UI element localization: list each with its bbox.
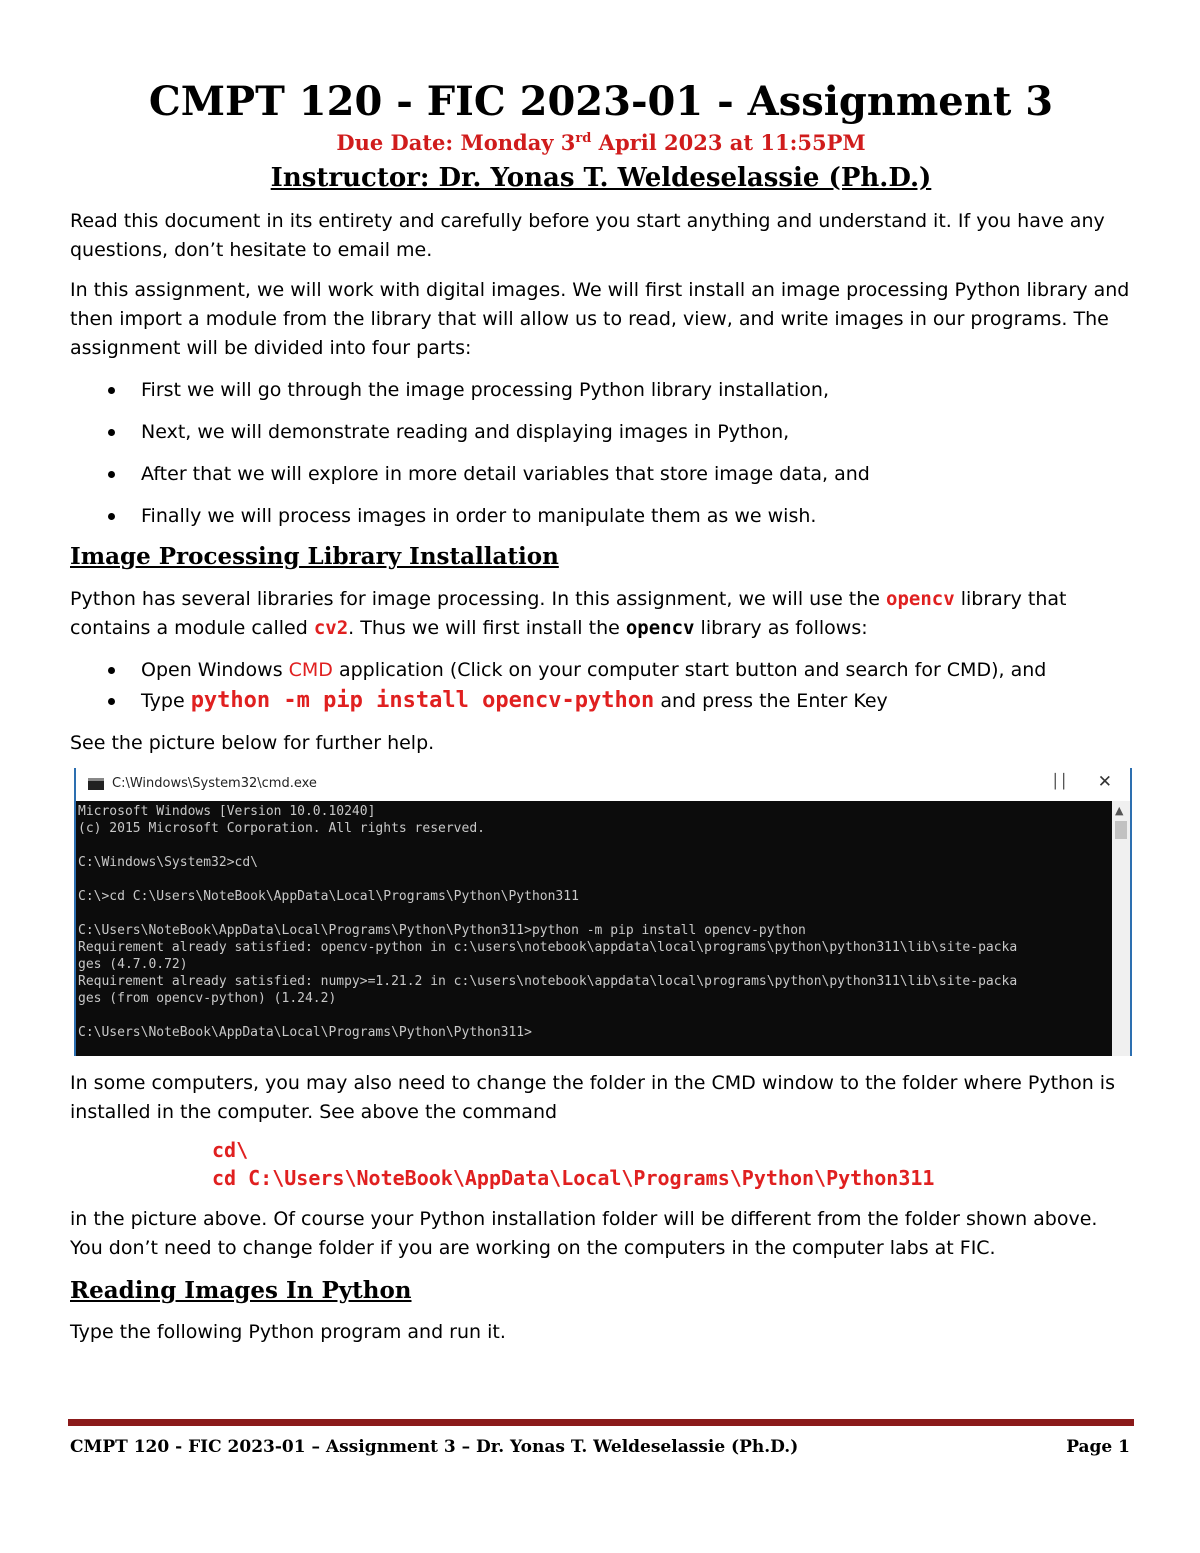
console-line: (c) 2015 Microsoft Corporation. All rights reserved. <box>78 821 485 836</box>
page-number: Page 1 <box>1066 1437 1130 1457</box>
opencv-keyword-black: opencv <box>625 617 695 639</box>
intro-p1-line2: questions, don’t hesitate to email me. <box>70 239 433 261</box>
console-line: ges (from opencv-python) (1.24.2) <box>78 991 337 1006</box>
console-line: ges (4.7.0.72) <box>78 957 188 972</box>
console-line: C:\Users\NoteBook\AppData\Local\Programs\Python\Python311> <box>78 1025 532 1040</box>
intro-p2-line3: assignment will be divided into four parts: <box>70 337 472 359</box>
bullet-icon <box>108 698 115 705</box>
change-folder-paragraph <box>70 1069 1132 1127</box>
due-date-ordinal: rd <box>575 131 592 146</box>
change-folder-line2: installed in the computer. See above the command <box>70 1101 558 1123</box>
footer-text: CMPT 120 - FIC 2023-01 – Assignment 3 – Dr. Yonas T. Weldeselassie (Ph.D.) <box>70 1437 799 1457</box>
instructor-line: Instructor: Dr. Yonas T. Weldeselassie (Ph.D.) <box>270 163 932 193</box>
intro-paragraph-2 <box>70 276 1132 363</box>
cmd-scrollbar <box>1112 801 1130 1056</box>
due-date-prefix: Due Date: Monday 3 <box>336 130 576 155</box>
bullet-icon <box>108 667 115 674</box>
installation-line2: contains a module called cv2. Thus we will first install the opencv library as follows: <box>70 617 868 639</box>
folder-note-line1: in the picture above. Of course your Python installation folder will be different from the folder shown above. <box>70 1208 1098 1230</box>
cmd-console <box>76 801 1114 1056</box>
console-line: C:\Windows\System32>cd\ <box>78 855 259 870</box>
bullet-icon <box>108 387 115 394</box>
change-folder-line1: In some computers, you may also need to change the folder in the CMD window to the folder where Python is <box>70 1072 1115 1094</box>
scroll-up-icon: ▲ <box>1115 804 1124 817</box>
footer-divider <box>68 1419 1134 1426</box>
cmd-window-title: C:\Windows\System32\cmd.exe <box>112 776 317 791</box>
cmd-window-screenshot <box>74 768 1132 1056</box>
document-title: CMPT 120 - FIC 2023-01 - Assignment 3 <box>148 78 1054 125</box>
pip-install-command: python -m pip install opencv-python <box>190 688 655 713</box>
cv2-keyword: cv2 <box>313 617 349 639</box>
cmd-keyword: CMD <box>288 659 333 681</box>
console-line: Microsoft Windows [Version 10.0.10240] <box>78 804 376 819</box>
console-line: Requirement already satisfied: numpy>=1.21.2 in c:\users\notebook\appdata\local\programs\python\python311\lib\site-packa <box>78 974 1018 989</box>
due-date-suffix: April 2023 at 11:55PM <box>591 130 866 155</box>
bullet-icon <box>108 513 115 520</box>
installation-line1: Python has several libraries for image processing. In this assignment, we will use the opencv library that <box>70 588 1067 610</box>
close-icon: ✕ <box>1097 772 1112 792</box>
section-heading-reading-images: Reading Images In Python <box>70 1277 412 1304</box>
console-line: C:\>cd C:\Users\NoteBook\AppData\Local\Programs\Python\Python311 <box>78 889 579 904</box>
console-line: C:\Users\NoteBook\AppData\Local\Programs\Python\Python311>python -m pip install opencv-python <box>78 923 806 938</box>
installation-paragraph <box>70 585 1132 643</box>
intro-paragraph-1 <box>70 207 1132 265</box>
opencv-keyword: opencv <box>886 588 955 610</box>
see-picture-text: See the picture below for further help. <box>70 732 435 754</box>
intro-p1-line1: Read this document in its entirety and carefully before you start anything and understand it. If you have any <box>70 210 1105 232</box>
section-heading-installation: Image Processing Library Installation <box>70 543 559 570</box>
terminal-icon <box>88 778 104 790</box>
folder-note-line2: You don’t need to change folder if you are working on the computers in the computer labs at FIC. <box>70 1237 996 1259</box>
due-date <box>70 130 1132 155</box>
folder-note-paragraph <box>70 1205 1132 1263</box>
reading-images-paragraph: Type the following Python program and run it. <box>70 1321 506 1343</box>
cmd-titlebar <box>76 768 1130 801</box>
minimize-icon: ││ <box>1051 774 1068 790</box>
code-cd-python-folder: cd C:\Users\NoteBook\AppData\Local\Programs\Python\Python311 <box>212 1166 935 1190</box>
code-cd-root: cd\ <box>212 1138 249 1162</box>
console-line: Requirement already satisfied: opencv-python in c:\users\notebook\appdata\local\programs\python\python311\lib\site-packa <box>78 940 1018 955</box>
bullet-icon <box>108 429 115 436</box>
intro-p2-line1: In this assignment, we will work with digital images. We will first install an image processing Python library and <box>70 279 1130 301</box>
scroll-thumb <box>1115 821 1127 839</box>
intro-p2-line2: then import a module from the library that will allow us to read, view, and write images in our programs. The <box>70 308 1109 330</box>
bullet-icon <box>108 471 115 478</box>
